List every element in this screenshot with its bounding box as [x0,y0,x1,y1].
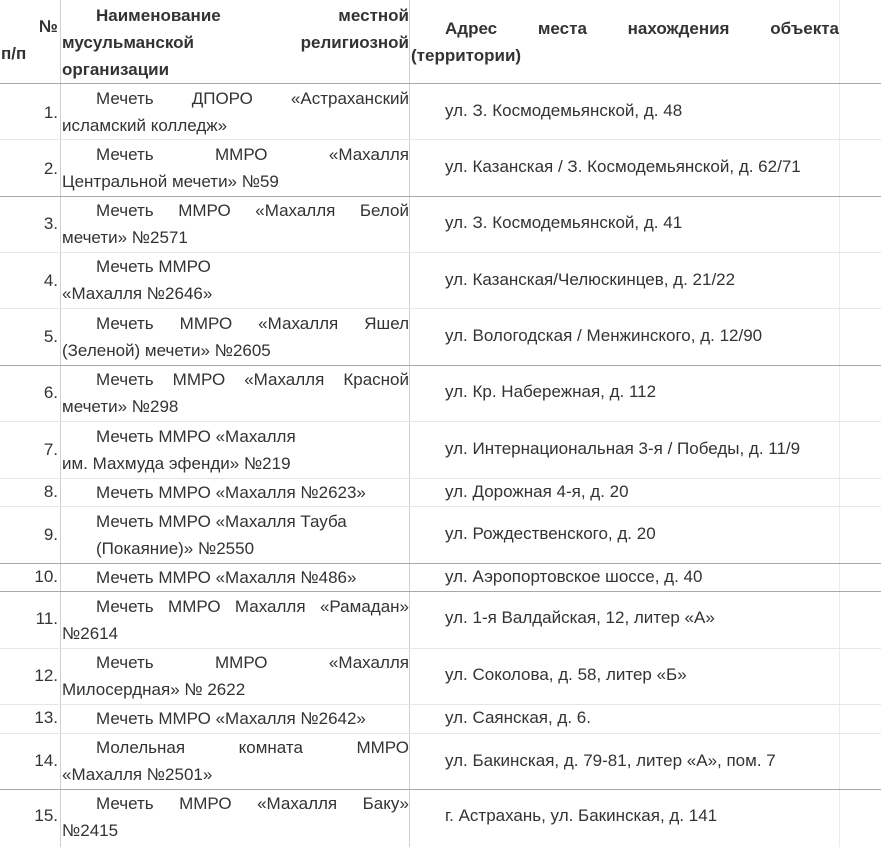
name-line: (Покаяние)» №2550 [96,539,255,558]
address-cell [410,197,840,252]
address-cell [410,705,840,733]
address-text: ул. Саянская, д. 6. [445,708,591,727]
name-line: Мечеть ММРО «Махалля [96,427,296,446]
name-line: Молельная комната ММРО [96,738,409,757]
address-text: ул. Казанская / З. Космодемьянской, д. 62/71 [445,157,801,176]
name-cell [61,366,410,421]
header-name-line: Наименование местной [96,6,409,25]
table-row [0,592,881,648]
address-cell [410,479,840,506]
address-text: ул. Бакинская, д. 79-81, литер «А», пом. 7 [445,751,776,770]
address-cell [410,253,840,308]
header-number-cell [0,0,61,84]
address-text: ул. Соколова, д. 58, литер «Б» [445,665,687,684]
row-number: 8. [43,482,58,501]
address-text: ул. З. Космодемьянской, д. 41 [445,213,683,232]
table-row [0,422,881,478]
address-cell [410,734,840,789]
row-number: 12. [34,666,58,685]
row-number: 1. [43,103,58,122]
name-line: исламский колледж» [62,116,228,135]
address-cell [410,422,840,478]
address-text: ул. Аэропортовское шоссе, д. 40 [445,567,703,586]
address-text: г. Астрахань, ул. Бакинская, д. 141 [445,806,718,825]
header-name-line: мусульманской религиозной [62,33,409,52]
name-cell [61,705,410,733]
name-cell [61,309,410,365]
table-row [0,705,881,733]
address-text: ул. Интернациональная 3-я / Победы, д. 11/9 [445,439,801,458]
name-cell [61,507,410,563]
address-cell [410,592,840,648]
name-line: Мечеть ММРО «Махалля Баку» [96,794,409,813]
header-address-cell [411,15,839,69]
table-row [0,790,881,847]
table-row [0,507,881,563]
name-cell [61,140,410,196]
name-line: №2614 [62,624,119,643]
table-row [0,84,881,139]
address-text: ул. Казанская/Челюскинцев, д. 21/22 [445,270,736,289]
name-cell [61,564,410,591]
name-line: «Махалля №2646» [62,284,213,303]
header-name-cell [62,2,409,83]
header-number-symbol: № [39,17,58,36]
table-row [0,734,881,789]
row-number: 10. [34,567,58,586]
header-address-line: Адрес места нахождения объекта [445,19,839,38]
name-line: Центральной мечети» №59 [62,172,279,191]
name-line: Мечеть ММРО «Махалля №2623» [96,483,366,502]
name-cell [61,479,410,506]
address-cell [410,649,840,704]
name-cell [61,197,410,252]
row-number: 7. [43,440,58,459]
name-line: Мечеть ММРО [96,257,211,276]
address-cell [410,366,840,421]
row-number: 6. [43,383,58,402]
name-line: Мечеть ДПОРО «Астраханский [96,89,409,108]
address-text: ул. Дорожная 4-я, д. 20 [445,482,629,501]
name-line: мечети» №298 [62,397,179,416]
row-number: 3. [43,214,58,233]
name-line: Мечеть ММРО «Махалля №486» [96,568,357,587]
table-row [0,366,881,421]
address-cell [410,564,840,591]
row-number: 5. [43,327,58,346]
table-row [0,197,881,252]
address-text: ул. Рождественского, д. 20 [445,524,656,543]
name-line: Мечеть ММРО «Махалля Белой [96,201,409,220]
row-number: 15. [34,806,58,825]
row-number: 14. [34,751,58,770]
name-line: Мечеть ММРО «Махалля [96,145,409,164]
name-cell [61,253,410,308]
name-line: «Махалля №2501» [62,765,213,784]
name-cell [61,422,410,478]
address-cell [410,84,840,139]
name-line: Мечеть ММРО «Махалля [96,653,409,672]
row-number: 2. [43,159,58,178]
name-line: Мечеть ММРО «Махалля №2642» [96,709,366,728]
name-line: (Зеленой) мечети» №2605 [62,341,271,360]
name-line: Мечеть ММРО «Махалля Красной [96,370,409,389]
name-line: им. Махмуда эфенди» №219 [62,454,291,473]
table-row [0,479,881,506]
table-row [0,253,881,308]
table-row [0,649,881,704]
name-cell [61,84,410,139]
table-row [0,309,881,365]
name-cell [61,649,410,704]
address-cell [410,507,840,563]
row-number: 11. [35,609,58,628]
name-line: мечети» №2571 [62,228,188,247]
name-cell [61,734,410,789]
row-number: 4. [43,271,58,290]
header-name-line: организации [62,60,170,79]
name-cell [61,790,410,847]
address-cell [410,790,840,847]
name-line: №2415 [62,821,119,840]
name-line: Милосердная» № 2622 [62,680,246,699]
address-cell [410,140,840,196]
row-number: 9. [43,525,58,544]
row-number: 13. [34,708,58,727]
header-address-line: (территории) [411,46,522,65]
name-line: Мечеть ММРО «Махалля Яшел [96,314,409,333]
address-text: ул. Кр. Набережная, д. 112 [445,382,657,401]
name-line: Мечеть ММРО «Махалля Тауба [96,512,347,531]
address-cell [410,309,840,365]
name-cell [61,592,410,648]
address-text: ул. 1-я Валдайская, 12, литер «А» [445,608,715,627]
name-line: Мечеть ММРО Махалля «Рамадан» [96,597,409,616]
header-number-sub: п/п [1,44,27,63]
address-text: ул. З. Космодемьянской, д. 48 [445,101,683,120]
table-row [0,564,881,591]
table-row [0,140,881,196]
address-text: ул. Вологодская / Менжинского, д. 12/90 [445,326,763,345]
